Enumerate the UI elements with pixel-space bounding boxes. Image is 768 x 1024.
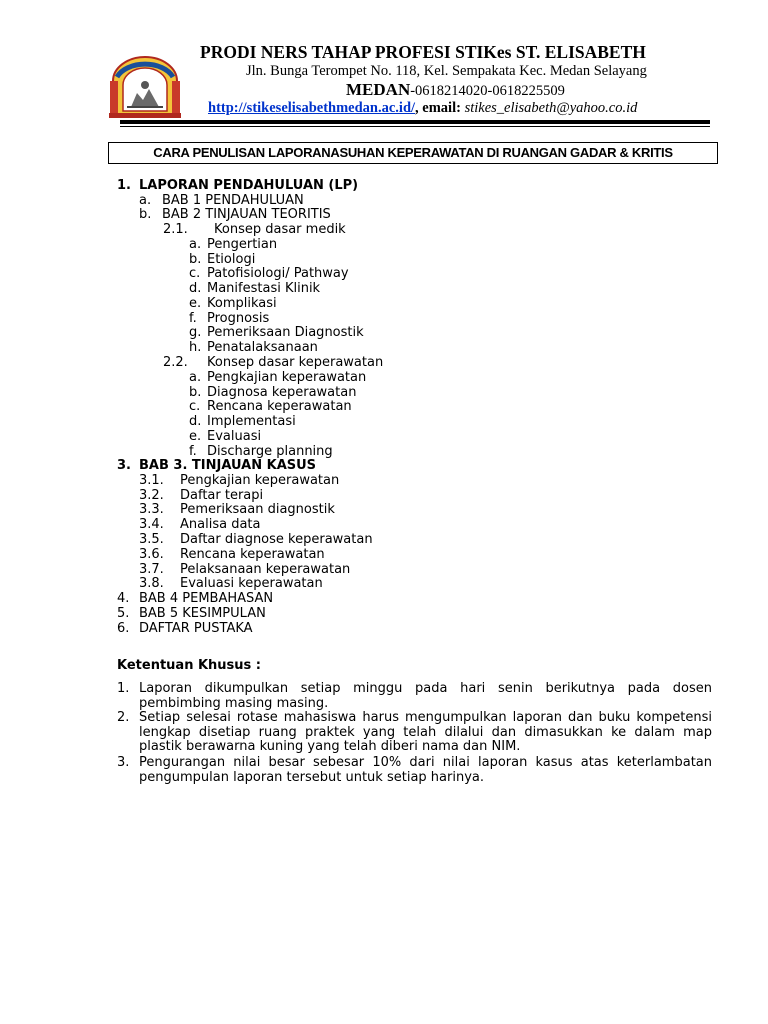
list-item: Pengkajian keperawatan bbox=[180, 473, 340, 488]
list-number: g. bbox=[189, 325, 202, 340]
rule-paragraph: Pengurangan nilai besar sebesar 10% dari nilai laporan kasus atas keterlambatan pengumpulan laporan tersebut untuk setiap harinya. bbox=[139, 755, 712, 785]
list-number: 3.2. bbox=[139, 488, 164, 503]
list-item: Daftar terapi bbox=[180, 488, 264, 503]
list-number: 3. bbox=[117, 755, 130, 770]
list-number: e. bbox=[189, 296, 202, 311]
list-item: Implementasi bbox=[207, 414, 296, 429]
list-item: BAB 4 PEMBAHASAN bbox=[139, 591, 274, 606]
list-item: BAB 3. TINJAUAN KASUS bbox=[139, 458, 317, 473]
list-number: f. bbox=[189, 444, 197, 459]
list-item: Manifestasi Klinik bbox=[207, 281, 321, 296]
list-item: Daftar diagnose keperawatan bbox=[180, 532, 373, 547]
list-number: b. bbox=[139, 207, 152, 222]
list-number: 3.5. bbox=[139, 532, 164, 547]
email-address: stikes_elisabeth@yahoo.co.id bbox=[464, 100, 638, 116]
list-item: Discharge planning bbox=[207, 444, 333, 459]
list-item: Analisa data bbox=[180, 517, 261, 532]
list-number: c. bbox=[189, 399, 201, 414]
institution-title: PRODI NERS TAHAP PROFESI STIKes ST. ELISABETH bbox=[200, 42, 646, 62]
list-number: 3.8. bbox=[139, 576, 164, 591]
city-name: MEDAN bbox=[346, 80, 411, 99]
list-number: 4. bbox=[117, 591, 130, 606]
list-number: a. bbox=[189, 237, 202, 252]
list-number: 3.3. bbox=[139, 502, 164, 517]
list-item: Pemeriksaan diagnostik bbox=[180, 502, 335, 517]
list-item: Evaluasi bbox=[207, 429, 262, 444]
list-number: d. bbox=[189, 281, 202, 296]
email-label: , email: bbox=[415, 100, 461, 116]
section-heading: Ketentuan Khusus : bbox=[117, 658, 262, 673]
list-item: BAB 5 KESIMPULAN bbox=[139, 606, 266, 621]
list-item: Etiologi bbox=[207, 252, 256, 267]
document-title-box bbox=[108, 142, 718, 164]
list-item: Pengertian bbox=[207, 237, 278, 252]
list-number: 2.1. bbox=[163, 222, 188, 237]
list-item: Konsep dasar keperawatan bbox=[207, 355, 384, 370]
list-number: 3.6. bbox=[139, 547, 164, 562]
list-number: 2. bbox=[117, 710, 130, 725]
list-number: 6. bbox=[117, 621, 130, 636]
list-number: 3.7. bbox=[139, 562, 164, 577]
header-rule-thin bbox=[120, 126, 710, 127]
list-item: Penatalaksanaan bbox=[207, 340, 318, 355]
list-item: Pengkajian keperawatan bbox=[207, 370, 367, 385]
list-item: Prognosis bbox=[207, 311, 270, 326]
list-item: LAPORAN PENDAHULUAN (LP) bbox=[139, 178, 359, 193]
list-number: a. bbox=[139, 193, 152, 208]
list-item: DAFTAR PUSTAKA bbox=[139, 621, 253, 636]
list-number: d. bbox=[189, 414, 202, 429]
list-item: BAB 1 PENDAHULUAN bbox=[162, 193, 304, 208]
list-number: b. bbox=[189, 252, 202, 267]
list-item: Rencana keperawatan bbox=[207, 399, 352, 414]
list-number: b. bbox=[189, 385, 202, 400]
list-number: f. bbox=[189, 311, 197, 326]
institution-city-phone bbox=[346, 80, 565, 100]
institution-contact bbox=[208, 100, 637, 117]
list-number: 3. bbox=[117, 458, 131, 473]
list-item: Komplikasi bbox=[207, 296, 277, 311]
document-title: CARA PENULISAN LAPORANASUHAN KEPERAWATAN DI RUANGAN GADAR & KRITIS bbox=[153, 145, 673, 160]
list-number: 1. bbox=[117, 681, 130, 696]
list-item: Pemeriksaan Diagnostik bbox=[207, 325, 364, 340]
list-number: a. bbox=[189, 370, 202, 385]
rule-paragraph: Setiap selesai rotase mahasiswa harus mengumpulkan laporan dan buku kompetensi lengkap disetiap ruang praktek yang telah dilalui dan dimasukkan ke dalam map plastik berawarna kuning yang telah diberi nama dan NIM. bbox=[139, 710, 712, 755]
institution-address: Jln. Bunga Terompet No. 118, Kel. Sempakata Kec. Medan Selayang bbox=[246, 63, 647, 79]
list-number: c. bbox=[189, 266, 201, 281]
list-number: 2.2. bbox=[163, 355, 188, 370]
list-number: 3.4. bbox=[139, 517, 164, 532]
list-number: 5. bbox=[117, 606, 130, 621]
list-number: 3.1. bbox=[139, 473, 164, 488]
list-number: 1. bbox=[117, 178, 131, 193]
list-item: Pelaksanaan keperawatan bbox=[180, 562, 351, 577]
list-item: BAB 2 TINJAUAN TEORITIS bbox=[162, 207, 331, 222]
list-number: h. bbox=[189, 340, 202, 355]
header-rule-thick bbox=[120, 120, 710, 124]
list-item: Diagnosa keperawatan bbox=[207, 385, 357, 400]
phone-numbers: -0618214020-0618225509 bbox=[410, 83, 565, 99]
list-item: Evaluasi keperawatan bbox=[180, 576, 323, 591]
list-number: e. bbox=[189, 429, 202, 444]
school-logo bbox=[107, 55, 183, 119]
list-item: Patofisiologi/ Pathway bbox=[207, 266, 349, 281]
list-item: Konsep dasar medik bbox=[214, 222, 346, 237]
website-link[interactable]: http://stikeselisabethmedan.ac.id/ bbox=[208, 100, 416, 116]
rule-paragraph: Laporan dikumpulkan setiap minggu pada hari senin berikutnya pada dosen pembimbing masing masing. bbox=[139, 681, 712, 711]
list-item: Rencana keperawatan bbox=[180, 547, 325, 562]
